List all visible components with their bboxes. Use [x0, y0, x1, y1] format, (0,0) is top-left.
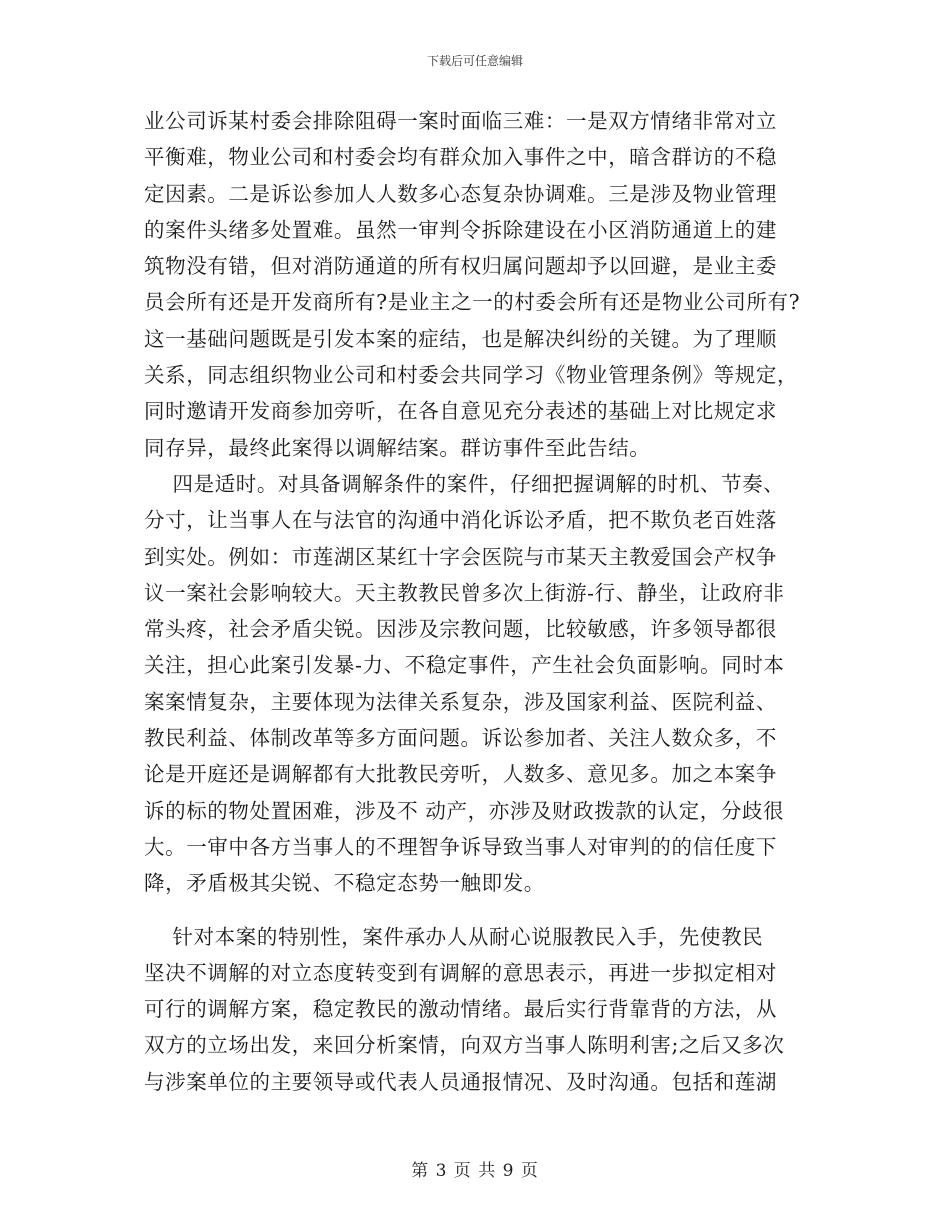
text-line: 可行的调解方案，稳定教民的激动情绪。最后实行背靠背的方法，从 [144, 997, 777, 1022]
text-line: 同存异，最终此案得以调解结案。群访事件至此告结。 [144, 435, 651, 460]
text-line: 双方的立场出发，来回分析案情，向双方当事人陈明利害;之后又多次 [144, 1033, 785, 1058]
text-line: 案案情复杂，主要体现为法律关系复杂，涉及国家利益、医院利益、 [144, 689, 777, 714]
text-line: 同时邀请开发商参加旁听，在各自意见充分表述的基础上对比规定求 [144, 399, 777, 424]
text-line: 分寸，让当事人在与法官的沟通中消化诉讼矛盾，把不欺负老百姓落 [144, 508, 777, 533]
text-line: 到实处。例如：市莲湖区某红十字会医院与市某天主教爱国会产权争 [144, 544, 777, 569]
paragraph-gap [144, 902, 812, 919]
text-line: 大。一审中各方当事人的不理智争诉导致当事人对审判的的信任度下 [144, 834, 777, 859]
text-line: 定因素。二是诉讼参加人人数多心态复杂协调难。三是涉及物业管理 [144, 181, 777, 206]
text-line: 关系，同志组织物业公司和村委会共同学习《物业管理条例》等规定， [144, 363, 799, 388]
text-line: 关注，担心此案引发暴-力、不稳定事件，产生社会负面影响。同时本 [144, 653, 785, 678]
text-line: 坚决不调解的对立态度转变到有调解的意思表示，再进一步拟定相对 [144, 960, 777, 985]
text-line: 诉的标的物处置困难，涉及不 动产，亦涉及财政拨款的认定，分歧很 [144, 798, 785, 823]
text-line: 业公司诉某村委会排除阻碍一案时面临三难：一是双方情绪非常对立 [144, 109, 777, 133]
text-line: 的案件头绪多处置难。虽然一审判令拆除建设在小区消防通道上的建 [144, 217, 777, 242]
paragraph-start-line: 针对本案的特别性，案件承办人从耐心说服教民入手，先使教民 [144, 924, 764, 949]
text-line: 平衡难，物业公司和村委会均有群众加入事件之中，暗含群访的不稳 [144, 145, 777, 170]
text-line: 这一基础问题既是引发本案的症结，也是解决纠纷的关键。为了理顺 [144, 326, 777, 351]
document-body [144, 103, 812, 1100]
text-line: 与涉案单位的主要领导或代表人员通报情况、及时沟通。包括和莲湖 [144, 1069, 777, 1094]
page-header: 下载后可任意编辑 [426, 54, 523, 68]
text-line: 员会所有还是开发商所有?是业主之一的村委会所有还是物业公司所有? [144, 290, 801, 315]
text-line: 降，矛盾极其尖锐、不稳定态势一触即发。 [144, 871, 545, 896]
paragraph-start-line: 四是适时。对具备调解条件的案件，仔细把握调解的时机、节奏、 [144, 471, 785, 496]
text-line: 筑物没有错，但对消防通道的所有权归属问题却予以回避，是业主委 [144, 254, 777, 279]
page-footer: 第 3 页 共 9 页 [411, 1161, 539, 1181]
text-line: 论是开庭还是调解都有大批教民旁听，人数多、意见多。加之本案争 [144, 762, 777, 787]
text-line: 教民利益、体制改革等多方面问题。诉讼参加者、关注人数众多，不 [144, 726, 777, 751]
text-line: 常头疼，社会矛盾尖锐。因涉及宗教问题，比较敏感，许多领导都很 [144, 617, 777, 642]
text-line: 议一案社会影响较大。天主教教民曾多次上街游-行、静坐，让政府非 [144, 580, 785, 605]
